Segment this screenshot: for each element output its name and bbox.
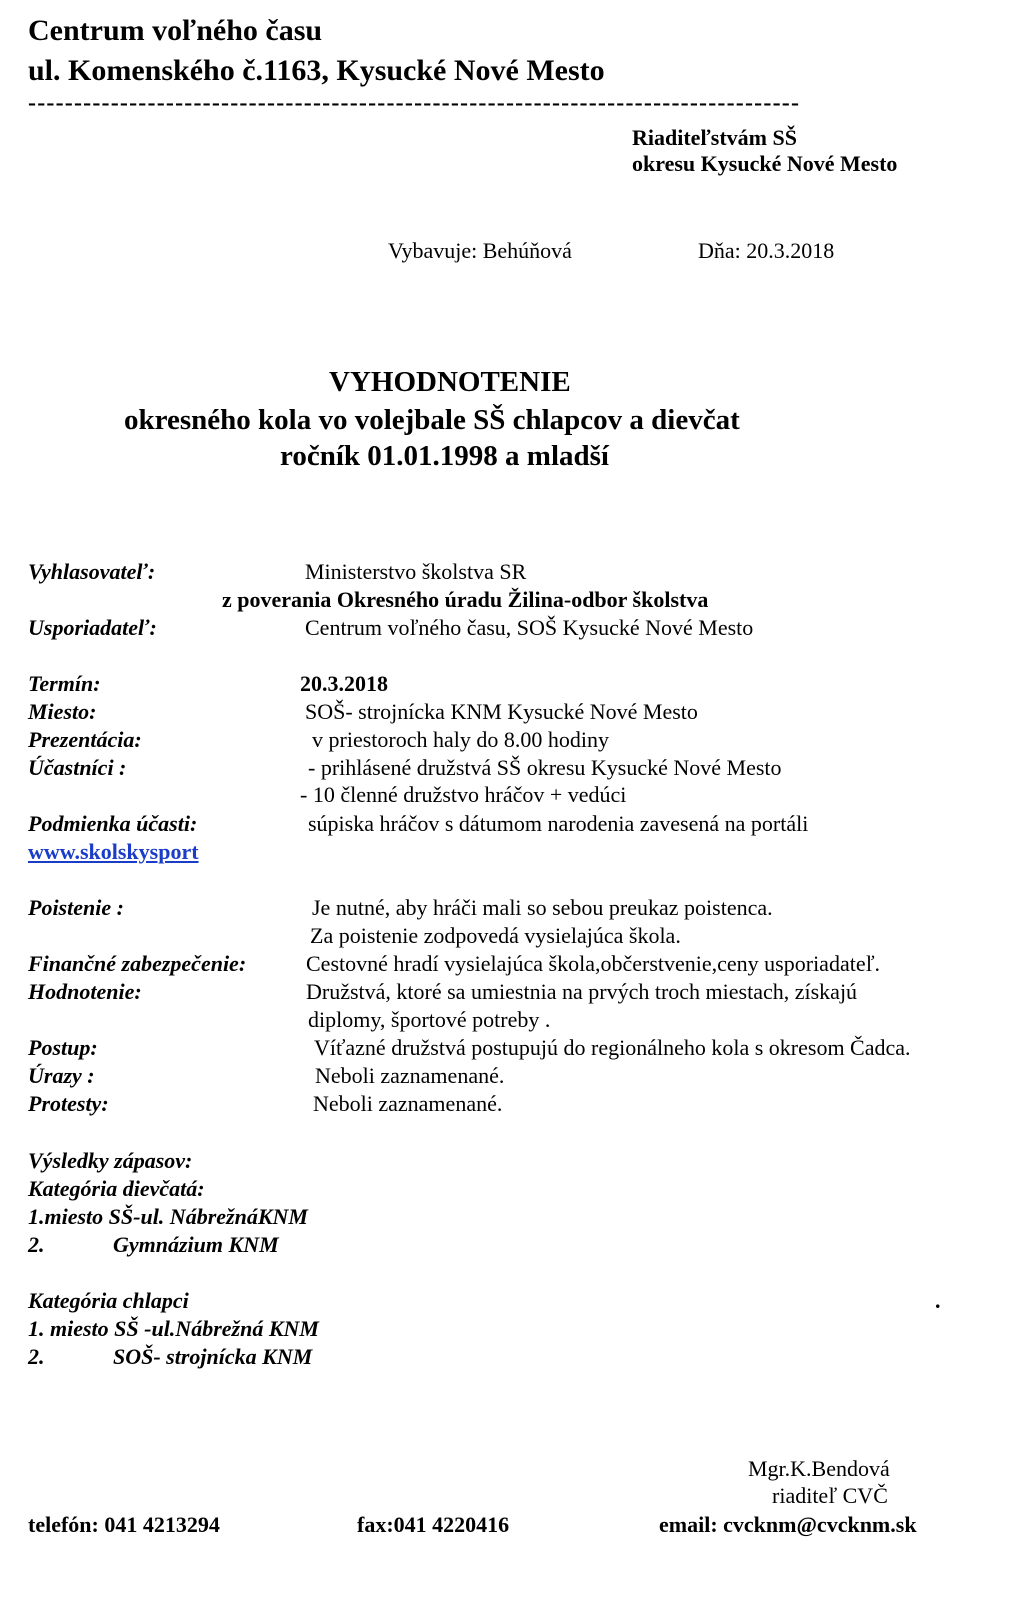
- boys-category-heading: Kategória chlapci: [28, 1288, 189, 1313]
- footer-email: email: cvcknm@cvcknm.sk: [659, 1512, 917, 1537]
- presentation-label: Prezentácia:: [28, 727, 142, 752]
- injuries-label: Úrazy :: [28, 1063, 95, 1088]
- evaluation-label: Hodnotenie:: [28, 979, 142, 1004]
- presentation-value: v priestoroch haly do 8.00 hodiny: [312, 727, 609, 752]
- signature-role: riaditeľ CVČ: [772, 1483, 888, 1508]
- place-label: Miesto:: [28, 699, 97, 724]
- term-value: 20.3.2018: [300, 671, 388, 696]
- mandate-line: z poverania Okresného úradu Žilina-odbor školstva: [222, 587, 709, 612]
- protests-value: Neboli zaznamenané.: [313, 1091, 503, 1116]
- organizer-value: Centrum voľného času, SOŠ Kysucké Nové Mesto: [305, 615, 754, 640]
- evaluation-value-1: Družstvá, ktoré sa umiestnia na prvých troch miestach, získajú: [306, 979, 858, 1004]
- girls-result-2-name: Gymnázium KNM: [113, 1232, 279, 1257]
- finance-label: Finančné zabezpečenie:: [28, 951, 247, 976]
- document-date: Dňa: 20.3.2018: [698, 238, 835, 263]
- stray-dot: .: [935, 1288, 941, 1313]
- participants-value-2: - 10 členné družstvo hráčov + vedúci: [300, 782, 627, 807]
- doc-title: VYHODNOTENIE: [329, 366, 571, 398]
- girls-result-2-number: 2.: [28, 1232, 45, 1257]
- footer-phone: telefón: 041 4213294: [28, 1512, 220, 1537]
- announcer-value: Ministerstvo školstva SR: [305, 559, 527, 584]
- evaluation-value-2: diplomy, športové potreby .: [308, 1007, 551, 1032]
- injuries-value: Neboli zaznamenané.: [315, 1063, 505, 1088]
- recipient-line-1: Riaditeľstvám SŠ: [632, 125, 797, 150]
- organizer-label: Usporiadateľ:: [28, 615, 157, 640]
- header-divider: ------------------------------------------------------------------------------------: [28, 90, 801, 116]
- org-name: Centrum voľného času: [28, 14, 323, 47]
- insurance-value-2: Za poistenie zodpovedá vysielajúca škola.: [310, 923, 681, 948]
- girls-category-heading: Kategória dievčatá:: [28, 1176, 205, 1201]
- term-label: Termín:: [28, 671, 101, 696]
- handled-by: Vybavuje: Behúňová: [388, 238, 572, 263]
- insurance-label: Poistenie :: [28, 895, 124, 920]
- recipient-line-2: okresu Kysucké Nové Mesto: [632, 151, 898, 176]
- doc-subtitle-2: ročník 01.01.1998 a mladší: [280, 440, 609, 472]
- signature-name: Mgr.K.Bendová: [748, 1456, 890, 1481]
- place-value: SOŠ- strojnícka KNM Kysucké Nové Mesto: [305, 699, 698, 724]
- advance-value: Víťazné družstvá postupujú do regionálneho kola s okresom Čadca.: [314, 1035, 911, 1060]
- participants-label: Účastníci :: [28, 755, 127, 780]
- advance-label: Postup:: [28, 1035, 98, 1060]
- doc-subtitle-1: okresného kola vo volejbale SŠ chlapcov a dievčat: [124, 404, 740, 436]
- skolskysport-link[interactable]: www.skolskysport: [28, 839, 199, 864]
- boys-result-2-number: 2.: [28, 1344, 45, 1369]
- boys-result-1: 1. miesto SŠ -ul.Nábrežná KNM: [28, 1316, 319, 1341]
- protests-label: Protesty:: [28, 1091, 109, 1116]
- condition-label: Podmienka účasti:: [28, 811, 198, 836]
- condition-value: súpiska hráčov s dátumom narodenia zavesená na portáli: [308, 811, 809, 836]
- participants-value-1: - prihlásené družstvá SŠ okresu Kysucké Nové Mesto: [308, 755, 782, 780]
- finance-value: Cestovné hradí vysielajúca škola,občerstvenie,ceny usporiadateľ.: [306, 951, 881, 976]
- results-heading: Výsledky zápasov:: [28, 1148, 193, 1173]
- girls-result-1: 1.miesto SŠ-ul. NábrežnáKNM: [28, 1204, 308, 1229]
- boys-result-2-name: SOŠ- strojnícka KNM: [113, 1344, 313, 1369]
- org-address: ul. Komenského č.1163, Kysucké Nové Mesto: [28, 54, 605, 87]
- footer-fax: fax:041 4220416: [357, 1512, 510, 1537]
- announcer-label: Vyhlasovateľ:: [28, 559, 156, 584]
- insurance-value-1: Je nutné, aby hráči mali so sebou preukaz poistenca.: [312, 895, 773, 920]
